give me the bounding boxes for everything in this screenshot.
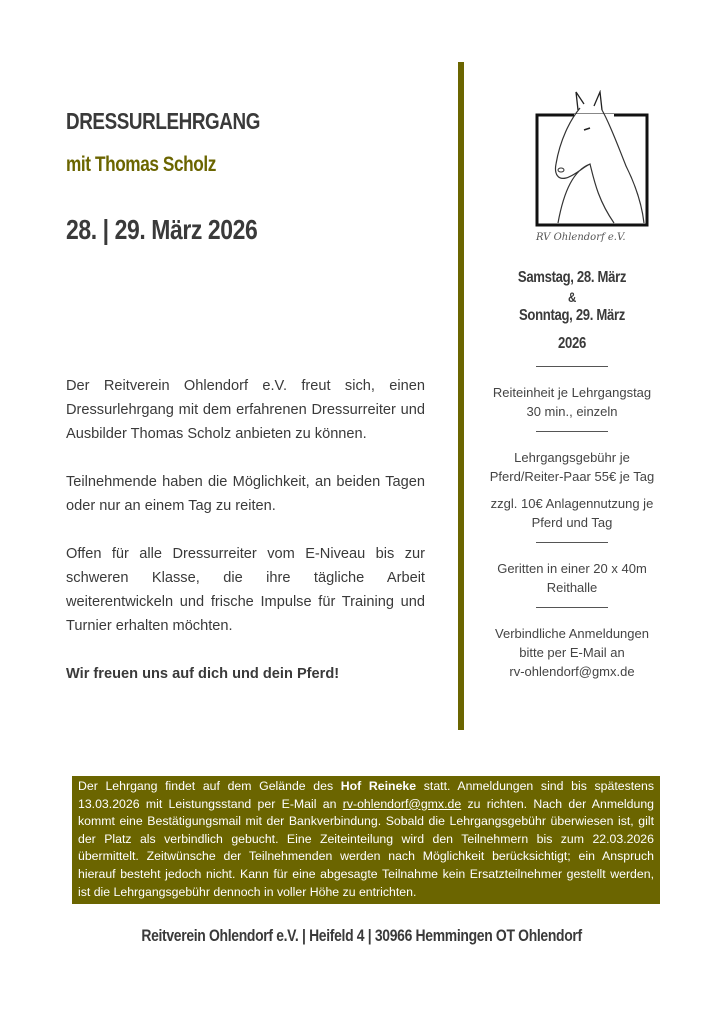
info-box: Der Lehrgang findet auf dem Gelände des Hof Reineke statt. Anmeldungen sind bis spätestens 13.03.2026 mit Leistungsstand per E-Mail an rv-ohlendorf@gmx.de zu richten. Nach der Anmeldung kommt eine Bestätigungsmail mit der Bankverbindung. Sobald die Lehrgangsgebühr überwiesen ist, gilt der Platz als verbindlich gebucht. Eine Zeiteinteilung wird den Teilnehmern bis zum 22.03.2026 übermittelt. Zeitwünsche der Teilnehmenden werden nach Möglichkeit berücksichtigt; ein Anspruch hierauf besteht jedoch nicht. Kann für eine abgesagte Teilnahme kein Ersatzteilnehmer gestellt werden, ist die Lehrgangsgebühr dennoch in voller Höhe zu entrichten. [72,776,660,904]
intro-paragraph: Der Reitverein Ohlendorf e.V. freut sich, einen Dressurlehrgang mit dem erfahrenen Dressurreiter und Ausbilder Thomas Scholz anbieten zu können. [66,378,425,442]
intro-text [66,374,425,710]
logo-text: RV Ohlendorf e.V. [536,232,626,243]
fee-info: Lehrgangsgebühr je Pferd/Reiter-Paar 55€ je Tag [489,450,655,484]
year: 2026 [558,335,586,352]
intro-paragraph: Teilnehmende haben die Möglichkeit, an beiden Tagen oder nur an einem Tag zu reiten. [66,474,425,514]
horse-logo-icon [534,90,654,245]
page-title: DRESSURLEHRGANG [66,108,260,134]
separator [536,431,608,432]
registration-info: Verbindliche Anmeldungen bitte per E-Mail an rv-ohlendorf@gmx.de [495,626,649,679]
day-2: Sonntag, 29. März [519,307,625,324]
venue-name: Hof Reineke [340,779,417,793]
email-link[interactable]: rv-ohlendorf@gmx.de [342,796,462,811]
page-subtitle: mit Thomas Scholz [66,153,216,176]
event-date: 28. | 29. März 2026 [66,214,258,245]
day-1: Samstag, 28. März [517,269,627,286]
ampersand: & [568,289,576,305]
separator [536,366,608,367]
event-details [480,266,664,681]
intro-closing: Wir freuen uns auf dich und dein Pferd! [66,666,340,682]
hall-info: Geritten in einer 20 x 40m Reithalle [497,561,647,595]
footer-address: Reitverein Ohlendorf e.V. | Heifeld 4 | 30966 Hemmingen OT Ohlendorf [141,926,583,945]
extra-fee-info: zzgl. 10€ Anlagennutzung je Pferd und Tag [490,496,654,530]
separator [536,607,608,608]
vertical-divider [458,62,464,730]
intro-paragraph: Offen für alle Dressurreiter vom E-Niveau bis zur schweren Klasse, die ihre tägliche Arbeit weiterentwickeln und frische Impulse für Training und Turnier erhalten möchten. [66,546,425,634]
footer [0,926,724,946]
unit-info: Reiteinheit je Lehrgangstag 30 min., einzeln [492,385,652,419]
registration-email: rv-ohlendorf@gmx.de [509,664,635,679]
separator [536,542,608,543]
